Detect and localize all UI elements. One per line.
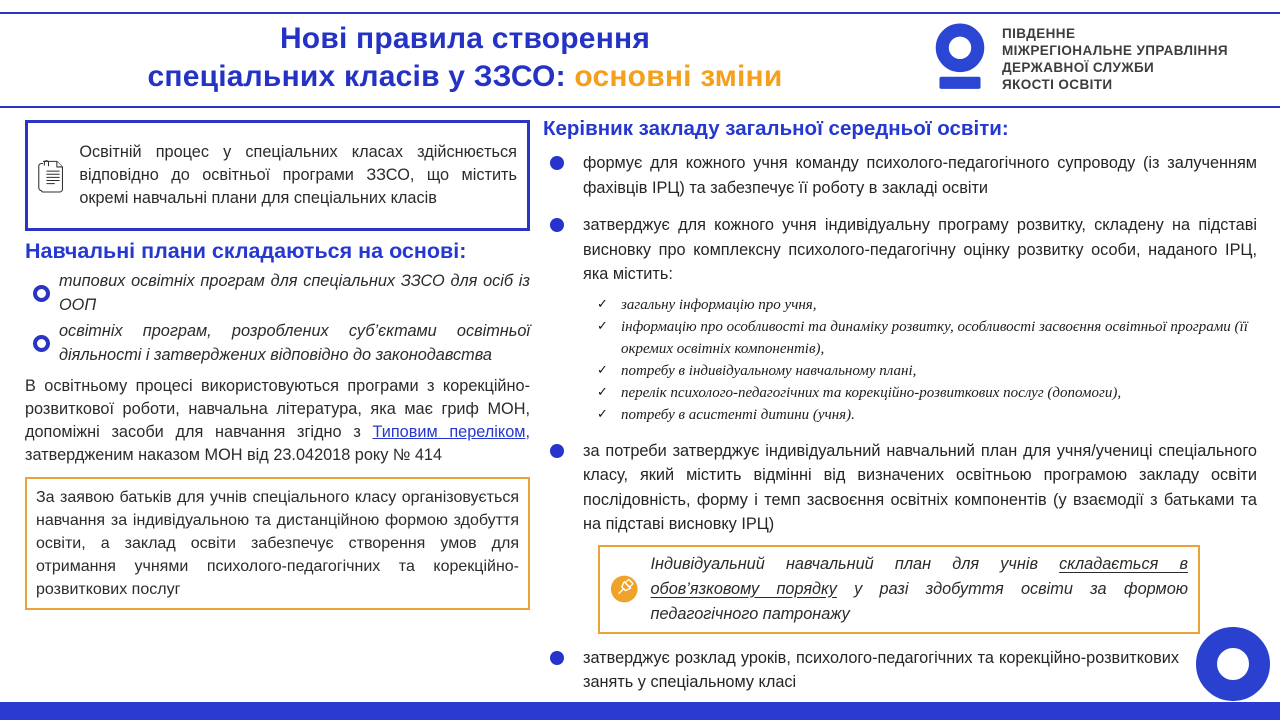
note-text — [650, 552, 1188, 627]
list-item: за потреби затверджує індивідуальний навчальний план для учня/учениці спеціального класу, який містить відмінні від визначених освітньою програмою закладу освіти послідовність, форму і темп засвоєння освітніх компонентів (у взаємодії з батьками та на підставі висновку ІРЦ) — [543, 439, 1257, 537]
check-icon: ✓ — [597, 318, 608, 334]
parents-request-box: За заявою батьків для учнів спеціального класу організовується навчання за індивідуальною та дистанційною формою здобуття освіти, а заклад освіти забезпечує створення умов для отримання учнями психолого-педагогічних та корекційно-розвиткових послуг — [25, 477, 530, 610]
check-item — [597, 316, 1257, 360]
list-item: типових освітніх програм для спеціальних ЗЗСО для осіб із ООП — [25, 269, 530, 317]
plans-basis-list — [25, 269, 530, 367]
org-logo — [932, 22, 1228, 96]
paragraph-text: затвердженим наказом МОН від 23.042018 року № 414 — [25, 446, 443, 464]
page-title-line2 — [70, 58, 860, 96]
check-item-text: потребу в асистенті дитини (учня). — [621, 406, 855, 423]
check-item — [597, 360, 1257, 382]
check-item-text: загальну інформацію про учня, — [621, 296, 817, 313]
list-item: освітніх програм, розроблених суб’єктами освітньої діяльності і затверджених відповідно до законодавства — [25, 319, 530, 367]
left-column — [25, 120, 530, 610]
check-icon: ✓ — [597, 406, 608, 422]
list-item — [543, 213, 1257, 426]
left-heading: Навчальні плани складаються на основі: — [25, 239, 467, 263]
top-divider — [0, 12, 1280, 14]
director-duties-list-tail — [543, 646, 1257, 695]
list-item: затверджує розклад уроків, психолого-педагогічних та корекційно-розвиткових занять у спеціальному класі — [543, 646, 1257, 695]
footer-bar — [0, 702, 1280, 720]
paragraph-text: В освітньому процесі використовуються програми з корекційно-розвиткової роботи, навчальна література, яка має гриф МОН, допоміжні засоби для навчання згідно з — [25, 377, 530, 441]
note-underlined: складається в обов’язковому порядку — [650, 554, 1188, 598]
pushpin-icon — [610, 560, 638, 618]
check-icon: ✓ — [597, 384, 608, 400]
individual-plan-note-box — [598, 545, 1200, 634]
org-name-line: МІЖРЕГІОНАЛЬНЕ УПРАВЛІННЯ — [1002, 43, 1228, 58]
check-item-text: перелік психолого-педагогічних та корекційно-розвиткових послуг (допомоги), — [621, 384, 1122, 401]
check-icon: ✓ — [597, 362, 608, 378]
org-name-line: ДЕРЖАВНОЇ СЛУЖБИ — [1002, 60, 1155, 75]
right-column — [543, 116, 1257, 708]
check-item-text: потребу в індивідуальному навчальному плані, — [621, 362, 917, 379]
page-title-line1: Нові правила створення — [279, 22, 651, 55]
program-contents-list — [597, 294, 1257, 426]
document-icon — [36, 127, 67, 225]
check-item — [597, 382, 1257, 404]
intro-box — [25, 120, 530, 231]
note-after: у разі здобуття освіти за формою педагогічного патронажу — [650, 579, 1188, 623]
right-heading: Керівник закладу загальної середньої освіти: — [543, 117, 1009, 140]
org-name-line: ПІВДЕННЕ — [1002, 26, 1076, 41]
decorative-ring-logo — [1196, 627, 1270, 701]
duty-text: затверджує для кожного учня індивідуальну програму розвитку, складену на підставі висновку про комплексну психолого-педагогічну оцінку розвитку особи, наданого ІРЦ, яка містить: — [583, 216, 1257, 283]
check-item-text: інформацію про особливості та динаміку розвитку, особливості засвоєння освітньої програми (її окремих освітніх компонентів), — [621, 318, 1248, 357]
page-title — [70, 20, 860, 96]
header-divider — [0, 106, 1280, 108]
org-name-line: ЯКОСТІ ОСВІТИ — [1002, 77, 1113, 92]
list-item: формує для кожного учня команду психолого-педагогічного супроводу (із залученням фахівців ІРЦ) та забезпечує її роботу в закладі освіти — [543, 151, 1257, 200]
process-paragraph — [25, 375, 530, 467]
org-logo-icon — [932, 22, 988, 96]
director-duties-list — [543, 151, 1257, 537]
note-before: Індивідуальний навчальний план для учнів — [650, 554, 1038, 573]
intro-text: Освітній процес у спеціальних класах здійснюється відповідно до освітньої програми ЗЗСО, що містить окремі навчальні плани для спеціальних класів — [79, 143, 517, 207]
page-title-line2-main: спеціальних класів у ЗЗСО: — [147, 60, 566, 93]
typical-list-link[interactable]: Типовим переліком, — [372, 423, 530, 441]
check-item — [597, 404, 1257, 426]
check-icon: ✓ — [597, 296, 608, 312]
org-logo-text — [1002, 25, 1228, 93]
check-item — [597, 294, 1257, 316]
page-title-accent: основні зміни — [574, 60, 783, 93]
